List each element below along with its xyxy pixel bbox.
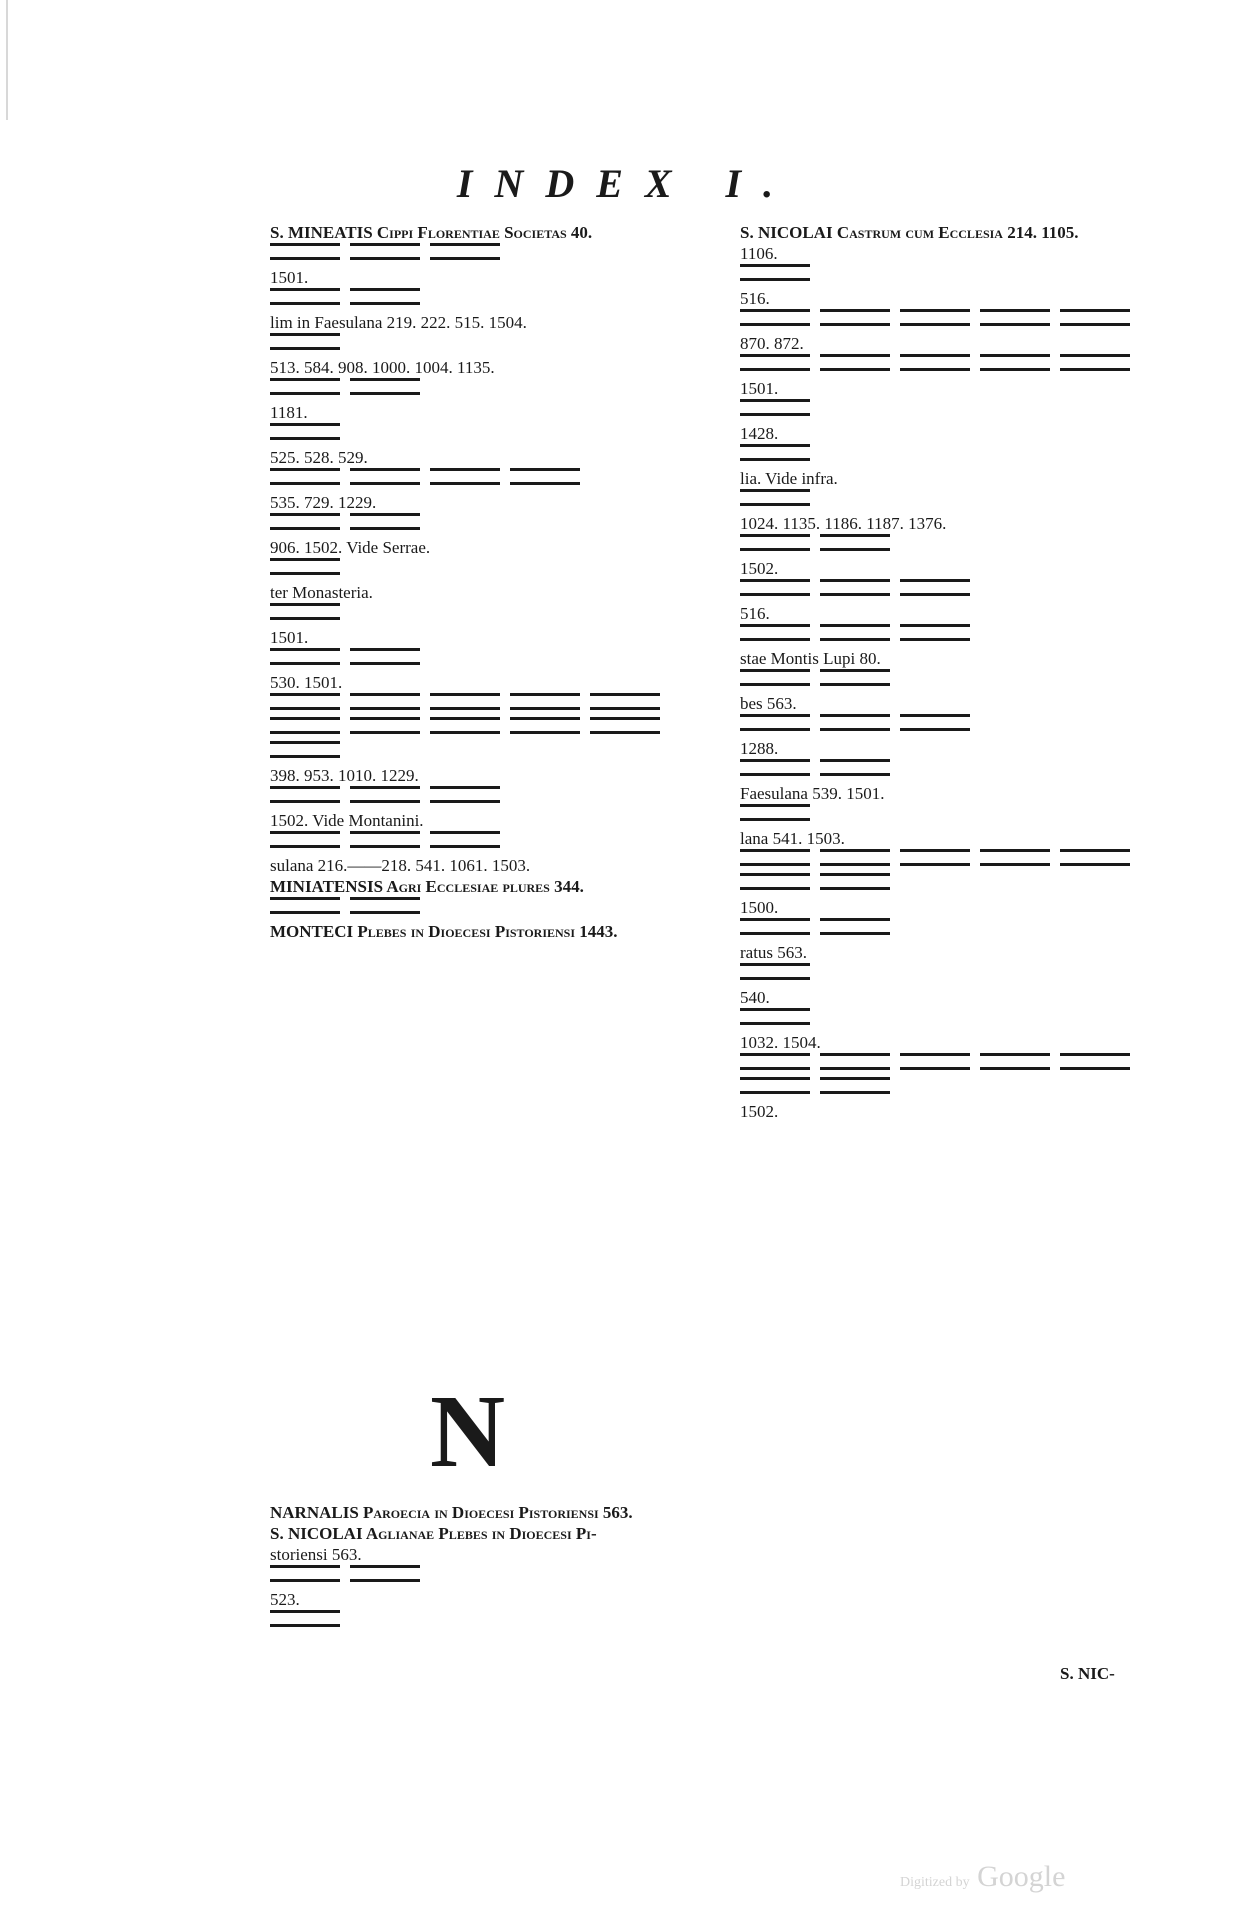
ditto-dash bbox=[350, 845, 420, 848]
ditto-dash bbox=[900, 863, 970, 866]
ditto-dash bbox=[270, 572, 340, 575]
index-entry-line bbox=[740, 759, 810, 783]
index-entry-line bbox=[740, 399, 810, 423]
ditto-dash bbox=[740, 1067, 810, 1070]
ditto-dash bbox=[740, 773, 810, 776]
index-entry-line bbox=[270, 717, 340, 741]
index-entry-line bbox=[820, 1077, 890, 1101]
entry-text: ter Monasteria. bbox=[270, 583, 373, 602]
index-entry-line bbox=[900, 309, 970, 333]
entry-text: 523. bbox=[270, 1590, 300, 1609]
index-entry-line bbox=[900, 1053, 970, 1077]
index-entry-line bbox=[740, 513, 1177, 534]
index-entry-line bbox=[270, 357, 702, 378]
ditto-dash bbox=[1060, 323, 1130, 326]
ditto-dash bbox=[270, 755, 340, 758]
right-column bbox=[740, 222, 1177, 1122]
ditto-dash bbox=[740, 1091, 810, 1094]
index-entry-line bbox=[270, 312, 702, 333]
entry-text: 1106. bbox=[740, 244, 778, 263]
ditto-dash bbox=[430, 800, 500, 803]
ditto-dash bbox=[820, 728, 890, 731]
margin-rule bbox=[6, 0, 8, 120]
section-letter: N bbox=[430, 1374, 506, 1489]
index-entry-line bbox=[740, 693, 1177, 714]
index-entry-line bbox=[820, 354, 890, 378]
index-entry-line bbox=[270, 378, 340, 402]
index-entry-line bbox=[270, 222, 702, 243]
index-entry-line bbox=[430, 786, 500, 810]
index-entry-line bbox=[740, 738, 1177, 759]
index-entry-line bbox=[270, 537, 702, 558]
index-entry-line bbox=[740, 1053, 810, 1077]
index-entry-line bbox=[820, 309, 890, 333]
ditto-dash bbox=[270, 845, 340, 848]
index-entry-line bbox=[740, 987, 1177, 1008]
index-entry-line bbox=[740, 534, 810, 558]
entry-text: 516. bbox=[740, 604, 770, 623]
ditto-dash bbox=[350, 527, 420, 530]
entry-text: storiensi 563. bbox=[270, 1545, 362, 1564]
entry-text: 1288. bbox=[740, 739, 779, 758]
entry-text: 1501. bbox=[270, 268, 309, 287]
ditto-dash bbox=[900, 728, 970, 731]
entry-text: MONTECI Plebes in Dioecesi Pistoriensi 1443. bbox=[270, 922, 618, 941]
ditto-dash bbox=[740, 977, 810, 980]
entry-text: NARNALIS Paroecia in Dioecesi Pistoriensi 563. bbox=[270, 1503, 633, 1522]
entry-text: 1428. bbox=[740, 424, 779, 443]
index-entry-line bbox=[350, 243, 420, 267]
index-entry-line bbox=[270, 1502, 702, 1523]
ditto-dash bbox=[820, 323, 890, 326]
index-entry-line bbox=[740, 378, 1177, 399]
index-entry-line bbox=[270, 582, 702, 603]
ditto-dash bbox=[350, 482, 420, 485]
ditto-dash bbox=[510, 707, 580, 710]
ditto-dash bbox=[350, 662, 420, 665]
ditto-dash bbox=[510, 482, 580, 485]
index-entry-line bbox=[270, 243, 340, 267]
ditto-dash bbox=[740, 818, 810, 821]
ditto-dash bbox=[820, 368, 890, 371]
entry-text: 1502. bbox=[740, 1102, 779, 1121]
index-entry-line bbox=[740, 489, 810, 513]
index-entry-line bbox=[740, 603, 1177, 624]
ditto-dash bbox=[270, 911, 340, 914]
index-entry-line bbox=[270, 423, 340, 447]
index-entry-line bbox=[430, 243, 500, 267]
index-entry-line bbox=[740, 468, 1177, 489]
watermark-logo-text: Google bbox=[977, 1860, 1066, 1893]
ditto-dash bbox=[1060, 368, 1130, 371]
index-entry-line bbox=[270, 1544, 702, 1565]
index-entry-line bbox=[820, 918, 890, 942]
index-entry-line bbox=[740, 309, 810, 333]
index-entry-line bbox=[740, 963, 810, 987]
catchword: S. NIC- bbox=[1060, 1664, 1115, 1683]
index-entry-line bbox=[740, 669, 810, 693]
entry-text: 535. 729. 1229. bbox=[270, 493, 377, 512]
index-entry-line bbox=[270, 333, 340, 357]
index-entry-line bbox=[350, 288, 420, 312]
ditto-dash bbox=[270, 662, 340, 665]
ditto-dash bbox=[590, 731, 660, 734]
index-entry-line bbox=[270, 267, 702, 288]
ditto-dash bbox=[740, 683, 810, 686]
index-entry-line bbox=[270, 786, 340, 810]
index-entry-line bbox=[350, 513, 420, 537]
index-entry-line bbox=[350, 831, 420, 855]
index-entry-line bbox=[740, 243, 1177, 264]
ditto-dash bbox=[820, 593, 890, 596]
index-entry-line bbox=[740, 648, 1177, 669]
watermark-small-text: Digitized by bbox=[900, 1875, 970, 1890]
entry-text: 906. 1502. Vide Serrae. bbox=[270, 538, 431, 557]
entry-text: 1181. bbox=[270, 403, 308, 422]
ditto-dash bbox=[980, 323, 1050, 326]
index-entry-line bbox=[740, 1101, 1177, 1122]
entry-text: 525. 528. 529. bbox=[270, 448, 368, 467]
index-entry-line bbox=[270, 447, 702, 468]
entry-text: Faesulana 539. 1501. bbox=[740, 784, 885, 803]
index-entry-line bbox=[740, 444, 810, 468]
index-entry-line bbox=[740, 873, 810, 897]
ditto-dash bbox=[740, 863, 810, 866]
index-entry-line bbox=[740, 1032, 1177, 1053]
index-entry-line bbox=[270, 693, 340, 717]
index-entry-line bbox=[270, 513, 340, 537]
ditto-dash bbox=[350, 707, 420, 710]
ditto-dash bbox=[820, 1091, 890, 1094]
index-entry-line bbox=[350, 378, 420, 402]
index-entry-line bbox=[820, 579, 890, 603]
index-entry-line bbox=[980, 309, 1050, 333]
index-entry-line bbox=[820, 534, 890, 558]
ditto-dash bbox=[740, 323, 810, 326]
index-entry-line bbox=[740, 918, 810, 942]
ditto-dash bbox=[740, 728, 810, 731]
index-entry-line bbox=[900, 624, 970, 648]
ditto-dash bbox=[900, 1067, 970, 1070]
index-entry-line bbox=[510, 468, 580, 492]
index-entry-line bbox=[900, 849, 970, 873]
index-entry-line bbox=[510, 717, 580, 741]
index-entry-line bbox=[740, 288, 1177, 309]
ditto-dash bbox=[270, 1579, 340, 1582]
entry-text: ratus 563. bbox=[740, 943, 808, 962]
entry-text: 1500. bbox=[740, 898, 779, 917]
index-entry-line bbox=[270, 1610, 340, 1634]
index-entry-line bbox=[270, 810, 702, 831]
index-entry-line bbox=[270, 1523, 702, 1544]
ditto-dash bbox=[820, 773, 890, 776]
ditto-dash bbox=[510, 731, 580, 734]
ditto-dash bbox=[270, 800, 340, 803]
ditto-dash bbox=[740, 887, 810, 890]
ditto-dash bbox=[270, 527, 340, 530]
ditto-dash bbox=[270, 1624, 340, 1627]
entry-text: 1024. 1135. 1186. 1187. 1376. bbox=[740, 514, 947, 533]
ditto-dash bbox=[820, 638, 890, 641]
ditto-dash bbox=[900, 593, 970, 596]
ditto-dash bbox=[740, 368, 810, 371]
ditto-dash bbox=[590, 707, 660, 710]
section-n-entries bbox=[270, 1502, 702, 1634]
index-entry-line bbox=[430, 717, 500, 741]
ditto-dash bbox=[350, 800, 420, 803]
index-entry-line bbox=[270, 855, 702, 876]
index-entry-line bbox=[270, 603, 340, 627]
ditto-dash bbox=[740, 638, 810, 641]
index-entry-line bbox=[820, 873, 890, 897]
index-entry-line bbox=[980, 849, 1050, 873]
ditto-dash bbox=[740, 593, 810, 596]
index-entry-line bbox=[270, 558, 340, 582]
index-entry-line bbox=[820, 849, 890, 873]
ditto-dash bbox=[820, 863, 890, 866]
index-entry-line bbox=[740, 333, 1177, 354]
ditto-dash bbox=[270, 437, 340, 440]
index-entry-line bbox=[740, 804, 810, 828]
ditto-dash bbox=[740, 413, 810, 416]
index-entry-line bbox=[820, 1053, 890, 1077]
index-entry-line bbox=[820, 624, 890, 648]
index-entry-line bbox=[820, 669, 890, 693]
ditto-dash bbox=[350, 911, 420, 914]
ditto-dash bbox=[270, 347, 340, 350]
index-entry-line bbox=[900, 579, 970, 603]
entry-text: stae Montis Lupi 80. bbox=[740, 649, 881, 668]
index-entry-line bbox=[270, 831, 340, 855]
ditto-dash bbox=[270, 302, 340, 305]
index-entry-line bbox=[980, 1053, 1050, 1077]
entry-text: 530. 1501. bbox=[270, 673, 343, 692]
index-entry-line bbox=[270, 897, 340, 921]
ditto-dash bbox=[980, 863, 1050, 866]
entry-text: 1501. bbox=[740, 379, 779, 398]
entry-text: 1032. 1504. bbox=[740, 1033, 821, 1052]
ditto-dash bbox=[350, 302, 420, 305]
index-entry-line bbox=[270, 627, 702, 648]
ditto-dash bbox=[270, 257, 340, 260]
entry-text: lia. Vide infra. bbox=[740, 469, 838, 488]
index-entry-line bbox=[820, 759, 890, 783]
entry-text: 1502. Vide Montanini. bbox=[270, 811, 424, 830]
entry-text: S. NICOLAI Castrum cum Ecclesia 214. 1105. bbox=[740, 223, 1079, 242]
entry-text: 398. 953. 1010. 1229. bbox=[270, 766, 419, 785]
ditto-dash bbox=[820, 887, 890, 890]
index-entry-line bbox=[270, 492, 702, 513]
ditto-dash bbox=[270, 731, 340, 734]
index-entry-line bbox=[270, 288, 340, 312]
index-entry-line bbox=[740, 354, 810, 378]
ditto-dash bbox=[980, 1067, 1050, 1070]
ditto-dash bbox=[1060, 1067, 1130, 1070]
entry-text: sulana 216.——218. 541. 1061. 1503. bbox=[270, 856, 531, 875]
index-entry-line bbox=[270, 1565, 340, 1589]
entry-text: S. NICOLAI Aglianae Plebes in Dioecesi Pi- bbox=[270, 1524, 597, 1543]
index-entry-line bbox=[270, 765, 702, 786]
ditto-dash bbox=[270, 707, 340, 710]
ditto-dash bbox=[270, 482, 340, 485]
index-entry-line bbox=[590, 693, 660, 717]
entry-text: 513. 584. 908. 1000. 1004. 1135. bbox=[270, 358, 495, 377]
index-entry-line bbox=[1060, 354, 1130, 378]
ditto-dash bbox=[820, 932, 890, 935]
index-entry-line bbox=[980, 354, 1050, 378]
left-column bbox=[270, 222, 702, 942]
ditto-dash bbox=[430, 731, 500, 734]
index-entry-line bbox=[740, 423, 1177, 444]
ditto-dash bbox=[1060, 863, 1130, 866]
index-entry-line bbox=[740, 558, 1177, 579]
index-entry-line bbox=[270, 876, 702, 897]
index-entry-line bbox=[740, 783, 1177, 804]
ditto-dash bbox=[740, 458, 810, 461]
entry-text: 540. bbox=[740, 988, 770, 1007]
index-entry-line bbox=[740, 714, 810, 738]
index-entry-line bbox=[900, 354, 970, 378]
ditto-dash bbox=[350, 1579, 420, 1582]
index-entry-line bbox=[740, 1077, 810, 1101]
index-entry-line bbox=[1060, 849, 1130, 873]
index-entry-line bbox=[1060, 309, 1130, 333]
ditto-dash bbox=[740, 503, 810, 506]
entry-text: MINIATENSIS Agri Ecclesiae plures 344. bbox=[270, 877, 584, 896]
entry-text: lim in Faesulana 219. 222. 515. 1504. bbox=[270, 313, 527, 332]
index-entry-line bbox=[740, 624, 810, 648]
entry-text: 1501. bbox=[270, 628, 309, 647]
ditto-dash bbox=[820, 1067, 890, 1070]
digitized-watermark bbox=[900, 1860, 1065, 1894]
index-entry-line bbox=[350, 693, 420, 717]
index-entry-line bbox=[350, 468, 420, 492]
index-entry-line bbox=[1060, 1053, 1130, 1077]
index-entry-line bbox=[740, 222, 1177, 243]
index-entry-line bbox=[740, 897, 1177, 918]
entry-text: 870. 872. bbox=[740, 334, 804, 353]
index-entry-line bbox=[270, 1589, 702, 1610]
ditto-dash bbox=[430, 845, 500, 848]
index-entry-line bbox=[350, 717, 420, 741]
index-entry-line bbox=[270, 402, 702, 423]
ditto-dash bbox=[270, 392, 340, 395]
ditto-dash bbox=[430, 482, 500, 485]
index-entry-line bbox=[740, 849, 810, 873]
index-entry-line bbox=[430, 468, 500, 492]
index-entry-line bbox=[740, 828, 1177, 849]
index-entry-line bbox=[350, 786, 420, 810]
entry-text: bes 563. bbox=[740, 694, 797, 713]
index-entry-line bbox=[430, 831, 500, 855]
ditto-dash bbox=[350, 392, 420, 395]
index-entry-line bbox=[820, 714, 890, 738]
ditto-dash bbox=[740, 548, 810, 551]
index-entry-line bbox=[350, 897, 420, 921]
ditto-dash bbox=[900, 368, 970, 371]
index-entry-line bbox=[270, 741, 340, 765]
index-entry-line bbox=[900, 714, 970, 738]
ditto-dash bbox=[820, 683, 890, 686]
entry-text: S. MINEATIS Cippi Florentiae Societas 40. bbox=[270, 223, 593, 242]
index-entry-line bbox=[740, 579, 810, 603]
index-entry-line bbox=[350, 1565, 420, 1589]
index-entry-line bbox=[270, 672, 702, 693]
index-entry-line bbox=[590, 717, 660, 741]
ditto-dash bbox=[350, 257, 420, 260]
ditto-dash bbox=[350, 731, 420, 734]
ditto-dash bbox=[820, 548, 890, 551]
ditto-dash bbox=[900, 638, 970, 641]
ditto-dash bbox=[740, 932, 810, 935]
index-entry-line bbox=[430, 693, 500, 717]
ditto-dash bbox=[270, 617, 340, 620]
index-entry-line bbox=[740, 1008, 810, 1032]
entry-text: 516. bbox=[740, 289, 770, 308]
ditto-dash bbox=[430, 707, 500, 710]
page-header: INDEX I. bbox=[456, 161, 796, 206]
index-entry-line bbox=[510, 693, 580, 717]
index-entry-line bbox=[270, 468, 340, 492]
ditto-dash bbox=[980, 368, 1050, 371]
ditto-dash bbox=[740, 1022, 810, 1025]
index-entry-line bbox=[740, 942, 1177, 963]
ditto-dash bbox=[740, 278, 810, 281]
index-entry-line bbox=[270, 648, 340, 672]
ditto-dash bbox=[430, 257, 500, 260]
index-entry-line bbox=[270, 921, 702, 942]
index-entry-line bbox=[740, 264, 810, 288]
ditto-dash bbox=[900, 323, 970, 326]
entry-text: 1502. bbox=[740, 559, 779, 578]
index-entry-line bbox=[350, 648, 420, 672]
entry-text: lana 541. 1503. bbox=[740, 829, 845, 848]
